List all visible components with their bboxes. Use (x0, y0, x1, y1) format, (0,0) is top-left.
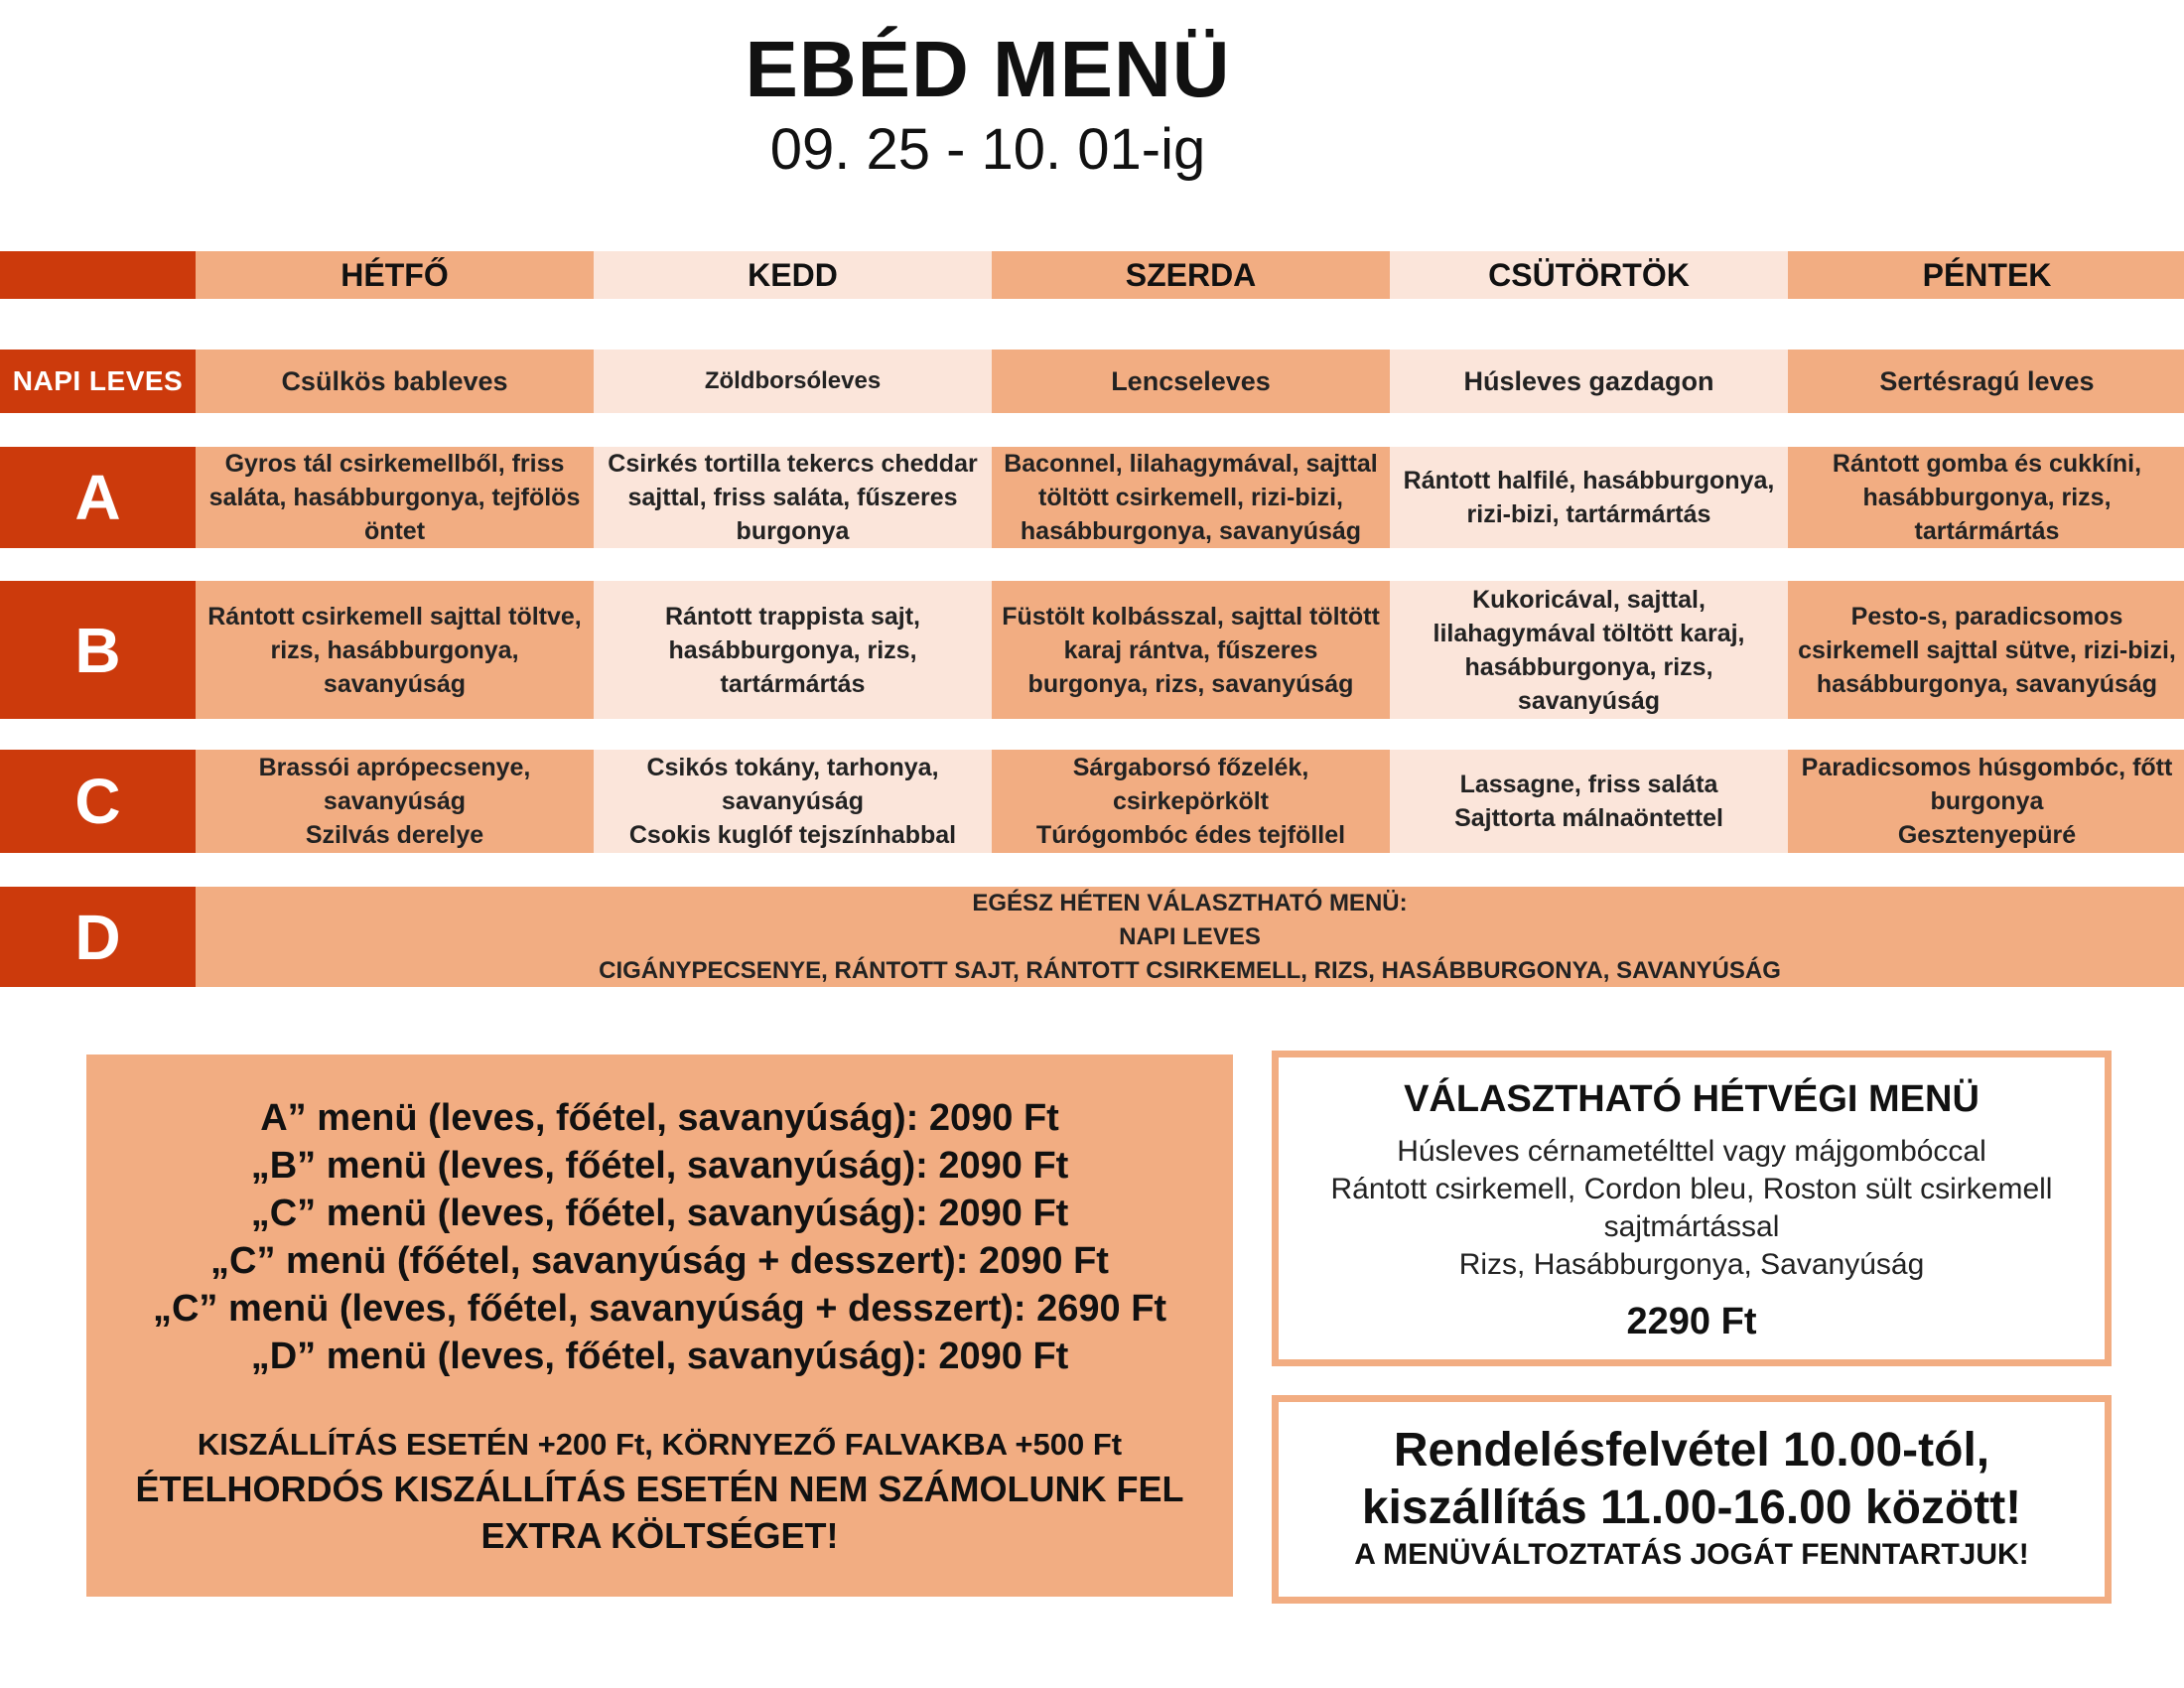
menu-c-line: Szilvás derelye (305, 821, 484, 849)
menu-c-tuesday (594, 750, 992, 853)
weekend-menu-box (1272, 1051, 2112, 1366)
menu-d-week (196, 887, 2184, 987)
price-box (86, 1055, 1233, 1597)
menu-d-line: NAPI LEVES (1119, 922, 1261, 950)
day-wednesday: SZERDA (992, 251, 1390, 299)
menu-b-friday: Pesto-s, paradicsomos csirkemell sajttal sütve, rizi-bizi, hasábburgonya, savanyúság (1788, 581, 2184, 719)
menu-c-line: savanyúság (721, 787, 865, 815)
day-thursday: CSÜTÖRTÖK (1390, 251, 1788, 299)
price-line: „C” menü (leves, főétel, savanyúság + desszert): 2690 Ft (152, 1288, 1167, 1330)
container-delivery-note: ÉTELHORDÓS KISZÁLLÍTÁS ESETÉN NEM SZÁMOLUNK FEL (135, 1469, 1184, 1509)
menu-c-wednesday (992, 750, 1390, 853)
soup-row (0, 350, 2184, 413)
date-range: 09. 25 - 10. 01-ig (769, 117, 1206, 182)
menu-b-thursday: Kukoricával, sajttal, lilahagymával töltött karaj, hasábburgonya, rizs, savanyúság (1390, 581, 1788, 719)
menu-a-row (0, 447, 2184, 548)
menu-c-line: Brassói aprópecsenye, (258, 754, 531, 781)
menu-d-row (0, 887, 2184, 987)
day-monday: HÉTFŐ (196, 251, 594, 299)
weekend-menu-item: Húsleves cérnametélttel vagy májgombóccal (1397, 1135, 1986, 1168)
menu-a-friday: Rántott gomba és cukkíni, hasábburgonya, rizs, tartármártás (1788, 447, 2184, 548)
price-line: „C” menü (főétel, savanyúság + desszert): 2090 Ft (210, 1240, 1109, 1282)
menu-b-row (0, 581, 2184, 719)
menu-a-monday: Gyros tál csirkemellből, friss saláta, hasábburgonya, tejfölös öntet (196, 447, 594, 548)
menu-change-disclaimer: A MENÜVÁLTOZTATÁS JOGÁT FENNTARTJUK! (1354, 1538, 2029, 1571)
menu-c-line: Túrógombóc édes tejföllel (1035, 821, 1346, 849)
menu-c-monday (196, 750, 594, 853)
menu-c-line: Csikós tokány, tarhonya, (646, 754, 939, 781)
menu-c-friday (1788, 750, 2184, 853)
weekend-menu-item: Rántott csirkemell, Cordon bleu, Roston sült csirkemell (1330, 1173, 2053, 1205)
weekend-menu-price: 2290 Ft (1626, 1301, 1757, 1342)
delivery-fee-note: KISZÁLLÍTÁS ESETÉN +200 Ft, KÖRNYEZŐ FALVAKBA +500 Ft (197, 1427, 1123, 1462)
row-label-c: C (0, 750, 196, 853)
menu-c-line: Sajttorta málnaöntettel (1454, 804, 1723, 832)
menu-c-line: Csokis kuglóf tejszínhabbal (628, 821, 957, 849)
menu-b-tuesday: Rántott trappista sajt, hasábburgonya, rizs, tartármártás (594, 581, 992, 719)
price-line: „C” menü (leves, főétel, savanyúság): 2090 Ft (250, 1193, 1069, 1234)
page-title: EBÉD MENÜ (745, 25, 1231, 113)
soup-tuesday: Zöldborsóleves (594, 350, 992, 413)
soup-friday: Sertésragú leves (1788, 350, 2184, 413)
menu-c-row (0, 750, 2184, 853)
menu-a-tuesday: Csirkés tortilla tekercs cheddar sajttal, friss saláta, fűszeres burgonya (594, 447, 992, 548)
menu-d-line: CIGÁNYPECSENYE, RÁNTOTT SAJT, RÁNTOTT CSIRKEMELL, RIZS, HASÁBBURGONYA, SAVANYÚSÁG (599, 956, 1781, 984)
header-corner (0, 251, 196, 299)
menu-a-wednesday: Baconnel, lilahagymával, sajttal töltött csirkemell, rizi-bizi, hasábburgonya, savanyúság (992, 447, 1390, 548)
menu-c-line: Paradicsomos húsgombóc, főtt (1801, 754, 2173, 781)
soup-thursday: Húsleves gazdagon (1390, 350, 1788, 413)
row-label-b: B (0, 581, 196, 719)
soup-monday: Csülkös bableves (196, 350, 594, 413)
menu-c-line: Lassagne, friss saláta (1459, 771, 1718, 798)
row-label-soup: NAPI LEVES (0, 350, 196, 413)
day-friday: PÉNTEK (1788, 251, 2184, 299)
menu-d-line: EGÉSZ HÉTEN VÁLASZTHATÓ MENÜ: (972, 889, 1408, 916)
weekend-menu-title: VÁLASZTHATÓ HÉTVÉGI MENÜ (1404, 1078, 1979, 1120)
menu-b-monday: Rántott csirkemell sajttal töltve, rizs, hasábburgonya, savanyúság (196, 581, 594, 719)
menu-c-line: csirkepörkölt (1112, 787, 1269, 815)
weekend-menu-item: sajtmártással (1603, 1210, 1780, 1243)
menu-c-line: Gesztenyepüré (1897, 821, 2077, 849)
menu-c-thursday (1390, 750, 1788, 853)
soup-wednesday: Lencseleves (992, 350, 1390, 413)
menu-c-line: savanyúság (323, 787, 467, 815)
container-delivery-note-cont: EXTRA KÖLTSÉGET! (480, 1515, 839, 1556)
price-line: „D” menü (leves, főétel, savanyúság): 2090 Ft (250, 1336, 1069, 1377)
weekend-menu-item: Rizs, Hasábburgonya, Savanyúság (1458, 1248, 1925, 1281)
menu-a-thursday: Rántott halfilé, hasábburgonya, rizi-bizi, tartármártás (1390, 447, 1788, 548)
price-line: A” menü (leves, főétel, savanyúság): 2090 Ft (260, 1097, 1059, 1139)
order-hours: Rendelésfelvétel 10.00-tól, (1393, 1424, 1990, 1477)
menu-b-wednesday: Füstölt kolbásszal, sajttal töltött karaj rántva, fűszeres burgonya, rizs, savanyúság (992, 581, 1390, 719)
order-info-box (1272, 1395, 2112, 1604)
menu-c-line: burgonya (1930, 787, 2044, 815)
day-tuesday: KEDD (594, 251, 992, 299)
delivery-hours: kiszállítás 11.00-16.00 között! (1361, 1481, 2022, 1534)
row-label-d: D (0, 887, 196, 987)
price-line: „B” menü (leves, főétel, savanyúság): 2090 Ft (250, 1145, 1069, 1187)
menu-c-line: Sárgaborsó főzelék, (1072, 754, 1309, 781)
day-header-row (0, 251, 2184, 299)
row-label-a: A (0, 447, 196, 548)
